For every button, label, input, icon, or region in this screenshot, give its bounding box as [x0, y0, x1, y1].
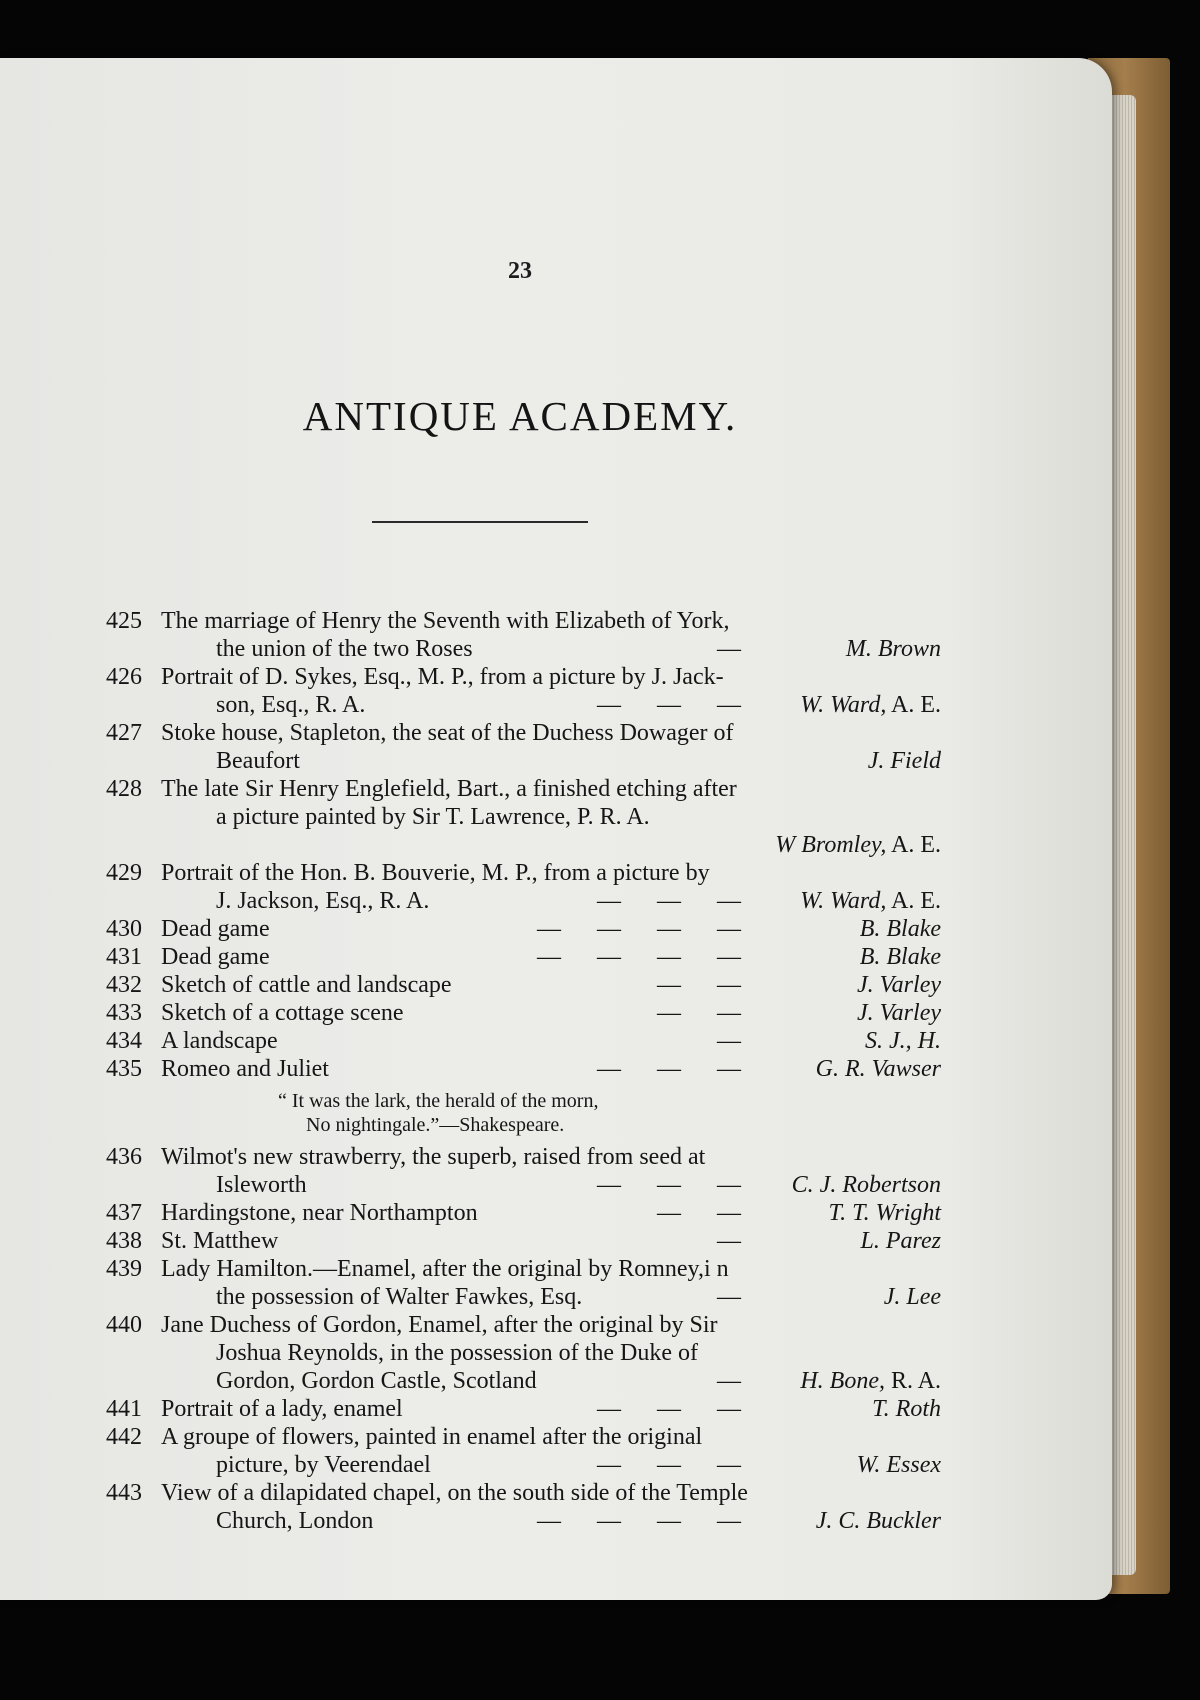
entry-line: [106, 1055, 941, 1083]
artist-name-text: T. Roth: [872, 1396, 941, 1422]
catalogue-entry: [106, 1199, 941, 1227]
artist-name-text: S. J., H.: [865, 1028, 941, 1054]
entry-number: 431: [106, 944, 142, 970]
entry-number: 434: [106, 1028, 142, 1054]
artist-name-text: J. Varley: [857, 1000, 941, 1026]
artist-name: [816, 1507, 941, 1535]
catalogue-entry: [106, 1395, 941, 1423]
artist-name: [816, 1055, 941, 1083]
catalogue-entry: [106, 607, 941, 663]
entry-title: Isleworth: [216, 1172, 307, 1198]
entry-number: 441: [106, 1396, 142, 1422]
artist-name: [872, 1395, 941, 1423]
artist-name-text: H. Bone,: [800, 1368, 885, 1394]
leader-dashes: —: [717, 1228, 741, 1254]
entry-title: Hardingstone, near Northampton: [161, 1200, 478, 1226]
quote-line: No nightingale.”—Shakespeare.: [306, 1114, 565, 1136]
leader-dashes: — — —: [597, 692, 741, 718]
artist-name: [829, 1199, 941, 1227]
entry-line: [106, 1367, 941, 1395]
entry-line: [106, 1395, 941, 1423]
catalogue-entry: [106, 1423, 941, 1479]
entry-line: [106, 1479, 941, 1507]
artist-name: [884, 1283, 941, 1311]
artist-name-text: J. Lee: [883, 1284, 941, 1310]
artist-name-text: W. Ward,: [800, 888, 887, 914]
leader-dashes: — — — —: [537, 1508, 741, 1534]
entry-title: Stoke house, Stapleton, the seat of the Duchess Dowager of: [161, 720, 734, 746]
artist-name-text: W Bromley,: [775, 832, 887, 858]
entry-line: [106, 1339, 941, 1367]
entry-line: [106, 803, 941, 831]
entry-line: [106, 1451, 941, 1479]
catalogue-entry: [106, 719, 941, 775]
catalogue-entry: [106, 915, 941, 943]
page-heading: ANTIQUE ACADEMY.: [302, 393, 738, 439]
entry-title: the possession of Walter Fawkes, Esq.: [216, 1284, 583, 1310]
artist-name-text: B. Blake: [859, 944, 941, 970]
artist-name-text: C. J. Robertson: [791, 1172, 941, 1198]
leader-dashes: —: [717, 1284, 741, 1310]
artist-name: [860, 915, 941, 943]
entry-number: 439: [106, 1256, 142, 1282]
entry-number: 429: [106, 860, 142, 886]
leader-dashes: —: [717, 1028, 741, 1054]
artist-name: [857, 971, 941, 999]
artist-name: [800, 1367, 941, 1395]
entry-title: Beaufort: [216, 748, 300, 774]
entry-title: Joshua Reynolds, in the possession of the Duke of: [216, 1340, 698, 1366]
entry-title: A landscape: [161, 1028, 278, 1054]
catalogue-entry: [106, 1227, 941, 1255]
artist-name: [800, 887, 941, 915]
book-page: [0, 58, 1112, 1600]
entry-title: Gordon, Gordon Castle, Scotland: [216, 1368, 537, 1394]
page-number: 23: [508, 258, 532, 284]
catalogue-entry: [106, 859, 941, 915]
entry-number: 438: [106, 1228, 142, 1254]
artist-name-text: T. T. Wright: [828, 1200, 941, 1226]
entry-number: 425: [106, 608, 142, 634]
entry-line: [106, 1227, 941, 1255]
entry-line: [106, 971, 941, 999]
artist-name: [868, 747, 941, 775]
entry-title: Portrait of a lady, enamel: [161, 1396, 403, 1422]
entry-line: [106, 1255, 941, 1283]
catalogue-entry: [106, 1143, 941, 1199]
entry-number: 440: [106, 1312, 142, 1338]
entry-line: [106, 1171, 941, 1199]
leader-dashes: — — —: [597, 1396, 741, 1422]
entry-line: [106, 1143, 941, 1171]
entry-line: [106, 1311, 941, 1339]
artist-name-text: L. Parez: [860, 1228, 941, 1254]
entry-line: [106, 943, 941, 971]
artist-name: [865, 1027, 941, 1055]
entry-title: Portrait of D. Sykes, Esq., M. P., from a picture by J. Jack-: [161, 664, 724, 690]
artist-suffix: R. A.: [884, 1368, 941, 1394]
artist-name-text: W. Ward,: [800, 692, 887, 718]
quote-line: “ It was the lark, the herald of the morn,: [278, 1090, 599, 1112]
catalogue-entry: [106, 663, 941, 719]
entry-number: 437: [106, 1200, 142, 1226]
leader-dashes: —: [717, 636, 741, 662]
leader-dashes: — — — —: [537, 916, 741, 942]
entry-title: The marriage of Henry the Seventh with Elizabeth of York,: [161, 608, 730, 634]
entry-number: 427: [106, 720, 142, 746]
entry-title: Dead game: [161, 944, 270, 970]
catalogue-entry: [106, 1255, 941, 1311]
catalogue-entry: [106, 971, 941, 999]
catalogue-list: [106, 607, 941, 1535]
artist-name-text: M. Brown: [845, 636, 941, 662]
entry-title: Portrait of the Hon. B. Bouverie, M. P., from a picture by: [161, 860, 710, 886]
entry-line: [106, 887, 941, 915]
entry-line: [106, 775, 941, 803]
leader-dashes: — — —: [597, 1172, 741, 1198]
catalogue-entry: [106, 1479, 941, 1535]
artist-suffix: A. E.: [886, 692, 941, 718]
leader-dashes: — — — —: [537, 944, 741, 970]
entry-line: [106, 607, 941, 635]
entry-title: A groupe of flowers, painted in enamel after the original: [161, 1424, 703, 1450]
entry-title: Sketch of cattle and landscape: [161, 972, 452, 998]
entry-title: Romeo and Juliet: [161, 1056, 329, 1082]
leader-dashes: — —: [657, 972, 741, 998]
leader-dashes: — —: [657, 1200, 741, 1226]
entry-title: son, Esq., R. A.: [216, 692, 366, 718]
artist-name: [857, 1451, 941, 1479]
artist-suffix: A. E.: [886, 888, 941, 914]
artist-name-text: J. Varley: [857, 972, 941, 998]
artist-name-text: J. C. Buckler: [815, 1508, 941, 1534]
artist-name-text: G. R. Vawser: [815, 1056, 941, 1082]
entry-line: [106, 747, 941, 775]
entry-title: the union of the two Roses: [216, 636, 473, 662]
entry-number: 442: [106, 1424, 142, 1450]
entry-number: 430: [106, 916, 142, 942]
artist-name: [846, 635, 941, 663]
artist-name: [775, 831, 941, 859]
entry-title: View of a dilapidated chapel, on the south side of the Temple: [161, 1480, 748, 1506]
entry-line: [106, 1283, 941, 1311]
entry-title: a picture painted by Sir T. Lawrence, P. R. A.: [216, 804, 650, 830]
catalogue-entry: [106, 1055, 941, 1083]
artist-name-text: B. Blake: [859, 916, 941, 942]
entry-line: [106, 831, 941, 859]
entry-title: Jane Duchess of Gordon, Enamel, after the original by Sir: [161, 1312, 718, 1338]
entry-title: Dead game: [161, 916, 270, 942]
entry-line: [106, 859, 941, 887]
entry-line: [106, 719, 941, 747]
entry-line: [106, 999, 941, 1027]
entry-title: St. Matthew: [161, 1228, 279, 1254]
entry-line: [106, 915, 941, 943]
leader-dashes: — —: [657, 1000, 741, 1026]
entry-line: [106, 1027, 941, 1055]
catalogue-entry: [106, 1311, 941, 1395]
entry-number: 433: [106, 1000, 142, 1026]
artist-name: [860, 943, 941, 971]
catalogue-entry: [106, 775, 941, 859]
artist-name-text: W. Essex: [856, 1452, 941, 1478]
entry-line: [106, 1507, 941, 1535]
artist-name: [800, 691, 941, 719]
entry-line: [106, 663, 941, 691]
artist-name: [861, 1227, 941, 1255]
entry-number: 428: [106, 776, 142, 802]
catalogue-entry: [106, 943, 941, 971]
leader-dashes: —: [717, 1368, 741, 1394]
artist-name-text: J. Field: [867, 748, 941, 774]
entry-number: 443: [106, 1480, 142, 1506]
entry-title: Sketch of a cottage scene: [161, 1000, 404, 1026]
entry-number: 426: [106, 664, 142, 690]
shakespeare-quote: [106, 1083, 941, 1143]
entry-number: 432: [106, 972, 142, 998]
catalogue-entry: [106, 999, 941, 1027]
entry-title: The late Sir Henry Englefield, Bart., a finished etching after: [161, 776, 737, 802]
entry-title: Lady Hamilton.—Enamel, after the original by Romney,i n: [161, 1256, 729, 1282]
artist-suffix: A. E.: [886, 832, 941, 858]
entry-number: 436: [106, 1144, 142, 1170]
artist-name: [792, 1171, 941, 1199]
entry-line: [106, 1423, 941, 1451]
entry-title: Church, London: [216, 1508, 374, 1534]
heading-rule: [372, 521, 588, 523]
leader-dashes: — — —: [597, 1056, 741, 1082]
leader-dashes: — — —: [597, 888, 741, 914]
artist-name: [857, 999, 941, 1027]
entry-number: 435: [106, 1056, 142, 1082]
entry-line: [106, 691, 941, 719]
entry-title: picture, by Veerendael: [216, 1452, 431, 1478]
entry-title: J. Jackson, Esq., R. A.: [216, 888, 430, 914]
entry-title: Wilmot's new strawberry, the superb, raised from seed at: [161, 1144, 706, 1170]
leader-dashes: — — —: [597, 1452, 741, 1478]
catalogue-entry: [106, 1027, 941, 1055]
entry-line: [106, 1199, 941, 1227]
entry-line: [106, 635, 941, 663]
